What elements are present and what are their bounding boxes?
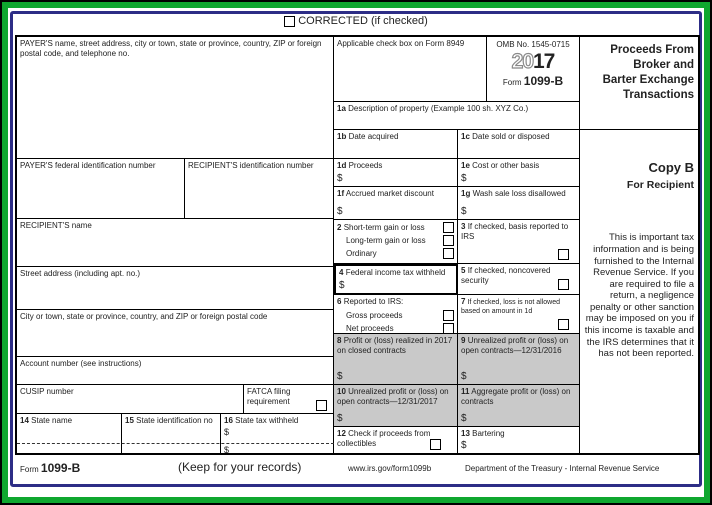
box-3-cell bbox=[458, 220, 580, 264]
footer-keep-note: (Keep for your records) bbox=[178, 460, 302, 474]
for-recipient-label: For Recipient bbox=[626, 179, 694, 192]
net-proceeds-checkbox[interactable] bbox=[443, 323, 454, 334]
payer-fed-id-label: PAYER'S federal identification number bbox=[20, 161, 156, 170]
applicable-checkbox-cell[interactable] bbox=[334, 37, 487, 102]
box-14-cell[interactable] bbox=[17, 414, 122, 453]
box-3-label: If checked, basis reported to IRS bbox=[461, 222, 569, 241]
form-title-line-3: Barter Exchange bbox=[602, 73, 694, 86]
box-9-number: 9 bbox=[461, 336, 466, 345]
corrected-header bbox=[0, 15, 712, 27]
box-2-option-ordinary: Ordinary bbox=[346, 248, 377, 258]
account-number-label: Account number (see instructions) bbox=[20, 359, 142, 368]
form-table bbox=[15, 35, 700, 455]
box-11-cell[interactable] bbox=[458, 385, 580, 427]
box-14-number: 14 bbox=[20, 416, 29, 425]
box-2-option-short-term: Short-term gain or loss bbox=[343, 222, 425, 232]
box-12-cell bbox=[334, 427, 458, 453]
form-title-line-1: Proceeds From bbox=[610, 44, 694, 56]
box-11-dollar: $ bbox=[461, 412, 467, 424]
recipient-notice: This is important tax information and is being furnished to the Internal Revenue Service. If you are required to file a return, a negligence penalty or other sanction may be imposed on you if this income is taxable and the IRS determines that it has not been reported. bbox=[584, 232, 694, 360]
footer-form-word: Form bbox=[20, 465, 39, 474]
footer-form-number bbox=[20, 461, 80, 475]
box-6-label: Reported to IRS: bbox=[343, 297, 404, 306]
box-9-dollar: $ bbox=[461, 370, 467, 382]
box-7-number: 7 bbox=[461, 297, 466, 306]
city-label: City or town, state or province, country, and ZIP or foreign postal code bbox=[20, 312, 268, 321]
box-1d-cell[interactable] bbox=[334, 159, 458, 187]
recipient-copy-cell bbox=[580, 130, 698, 453]
gross-proceeds-checkbox[interactable] bbox=[443, 310, 454, 321]
box-16-cell[interactable] bbox=[221, 414, 334, 453]
box-1b-cell[interactable] bbox=[334, 130, 458, 159]
box-1g-cell[interactable] bbox=[458, 187, 580, 220]
corrected-label: CORRECTED (if checked) bbox=[298, 15, 428, 27]
footer-irs-url[interactable]: www.irs.gov/form1099b bbox=[348, 464, 432, 473]
box-8-label: Profit or (loss) realized in 2017 on closed contracts bbox=[337, 336, 453, 355]
box-9-cell[interactable] bbox=[458, 334, 580, 385]
box-12-number: 12 bbox=[337, 429, 346, 438]
box-2-cell bbox=[334, 220, 458, 264]
box-13-label: Bartering bbox=[472, 429, 505, 438]
box-1b-number: 1b bbox=[337, 132, 347, 141]
box-3-number: 3 bbox=[461, 222, 466, 231]
collectibles-checkbox[interactable] bbox=[430, 439, 441, 450]
ordinary-checkbox[interactable] bbox=[443, 248, 454, 259]
box-15-cell[interactable] bbox=[122, 414, 221, 453]
loss-not-allowed-checkbox[interactable] bbox=[558, 319, 569, 330]
box-7-label: If checked, loss is not allowed based on amount in 1d bbox=[461, 299, 561, 316]
box-1g-dollar: $ bbox=[461, 205, 467, 217]
box-10-label: Unrealized profit or (loss) on open contracts—12/31/2017 bbox=[337, 387, 449, 406]
form-word: Form bbox=[502, 78, 522, 87]
box-5-cell bbox=[458, 264, 580, 295]
tax-year-bold: 17 bbox=[533, 50, 555, 73]
box-13-dollar: $ bbox=[461, 439, 467, 451]
payer-name-cell[interactable] bbox=[17, 37, 334, 159]
box-1c-number: 1c bbox=[461, 132, 470, 141]
omb-number: OMB No. 1545-0715 bbox=[496, 40, 570, 49]
box-10-cell[interactable] bbox=[334, 385, 458, 427]
box-1e-number: 1e bbox=[461, 161, 470, 170]
box-16-dollar-2: $ bbox=[224, 445, 230, 453]
box-9-label: Unrealized profit or (loss) on open contracts—12/31/2016 bbox=[461, 336, 569, 355]
form-title-line-4: Transactions bbox=[623, 88, 694, 101]
box-4-label: Federal income tax withheld bbox=[345, 268, 446, 277]
copy-b-label: Copy B bbox=[648, 160, 694, 175]
box-12-label: Check if proceeds from collectibles bbox=[337, 429, 431, 448]
payer-name-label: PAYER'S name, street address, city or town, state or province, country, ZIP or foreign postal code, and telephone no. bbox=[20, 39, 322, 58]
box-13-cell[interactable] bbox=[458, 427, 580, 453]
box-8-dollar: $ bbox=[337, 370, 343, 382]
recipient-id-label: RECIPIENT'S identification number bbox=[188, 161, 314, 170]
account-number-cell[interactable] bbox=[17, 357, 334, 385]
box-5-number: 5 bbox=[461, 266, 466, 275]
box-2-option-long-term: Long-term gain or loss bbox=[346, 235, 426, 245]
short-term-checkbox[interactable] bbox=[443, 222, 454, 233]
box-1f-dollar: $ bbox=[337, 205, 343, 217]
box-8-number: 8 bbox=[337, 336, 342, 345]
form-number-header bbox=[490, 74, 576, 89]
box-5-label: If checked, noncovered security bbox=[461, 266, 551, 285]
box-1a-label: Description of property (Example 100 sh. XYZ Co.) bbox=[348, 104, 529, 113]
box-6-cell bbox=[334, 295, 458, 334]
box-16-dollar-1: $ bbox=[224, 427, 230, 437]
box-1c-label: Date sold or disposed bbox=[472, 132, 550, 141]
box-1b-label: Date acquired bbox=[348, 132, 399, 141]
form-title-line-2: Broker and bbox=[633, 58, 694, 71]
box-1e-label: Cost or other basis bbox=[472, 161, 540, 170]
box-14-label: State name bbox=[31, 416, 73, 425]
tax-year bbox=[490, 51, 576, 72]
recipient-name-label: RECIPIENT'S name bbox=[20, 221, 92, 230]
noncovered-security-checkbox[interactable] bbox=[558, 279, 569, 290]
applicable-checkbox-label: Applicable check box on Form 8949 bbox=[337, 39, 465, 48]
box-1f-cell[interactable] bbox=[334, 187, 458, 220]
state-row-dashed-divider bbox=[17, 443, 334, 444]
street-address-label: Street address (including apt. no.) bbox=[20, 269, 141, 278]
box-8-cell[interactable] bbox=[334, 334, 458, 385]
basis-reported-checkbox[interactable] bbox=[558, 249, 569, 260]
box-11-label: Aggregate profit or (loss) on contracts bbox=[461, 387, 571, 406]
form-number: 1099-B bbox=[523, 74, 564, 88]
box-1f-label: Accrued market discount bbox=[345, 189, 434, 198]
box-1e-cell[interactable] bbox=[458, 159, 580, 187]
form-title-cell bbox=[580, 37, 698, 130]
box-7-cell bbox=[458, 295, 580, 334]
recipient-name-cell[interactable] bbox=[17, 219, 334, 267]
box-1a-cell[interactable] bbox=[334, 102, 580, 130]
box-1d-label: Proceeds bbox=[348, 161, 383, 170]
box-6-option-net: Net proceeds bbox=[346, 323, 394, 333]
box-10-number: 10 bbox=[337, 387, 346, 396]
payer-fed-id-cell[interactable] bbox=[17, 159, 185, 219]
box-6-option-gross: Gross proceeds bbox=[346, 310, 403, 320]
fatca-label: FATCA filing requirement bbox=[247, 387, 291, 406]
corrected-checkbox[interactable] bbox=[284, 16, 295, 27]
box-11-number: 11 bbox=[461, 387, 470, 396]
footer-department: Department of the Treasury - Internal Revenue Service bbox=[465, 464, 660, 473]
box-1d-number: 1d bbox=[337, 161, 347, 170]
box-13-number: 13 bbox=[461, 429, 470, 438]
fatca-cell bbox=[244, 385, 334, 414]
street-address-cell[interactable] bbox=[17, 267, 334, 310]
box-4-dollar: $ bbox=[339, 279, 345, 291]
box-1f-number: 1f bbox=[337, 189, 345, 198]
box-1g-number: 1g bbox=[461, 189, 471, 198]
box-1a-number: 1a bbox=[337, 104, 346, 113]
city-cell[interactable] bbox=[17, 310, 334, 357]
cusip-cell[interactable] bbox=[17, 385, 244, 414]
box-2-number: 2 bbox=[337, 222, 342, 232]
box-15-label: State identification no bbox=[136, 416, 213, 425]
box-1g-label: Wash sale loss disallowed bbox=[472, 189, 566, 198]
long-term-checkbox[interactable] bbox=[443, 235, 454, 246]
footer-form-number-value: 1099-B bbox=[40, 461, 81, 475]
box-1c-cell[interactable] bbox=[458, 130, 580, 159]
box-1e-dollar: $ bbox=[461, 172, 467, 184]
tax-year-outline: 20 bbox=[511, 50, 533, 73]
box-16-label: State tax withheld bbox=[235, 416, 299, 425]
box-6-number: 6 bbox=[337, 297, 342, 306]
omb-cell bbox=[487, 37, 580, 102]
box-16-number: 16 bbox=[224, 416, 233, 425]
box-4-cell[interactable] bbox=[334, 264, 458, 295]
box-10-dollar: $ bbox=[337, 412, 343, 424]
cusip-label: CUSIP number bbox=[20, 387, 74, 396]
recipient-id-cell[interactable] bbox=[185, 159, 334, 219]
box-15-number: 15 bbox=[125, 416, 134, 425]
box-1d-dollar: $ bbox=[337, 172, 343, 184]
fatca-checkbox[interactable] bbox=[316, 400, 327, 411]
box-4-number: 4 bbox=[339, 268, 344, 277]
